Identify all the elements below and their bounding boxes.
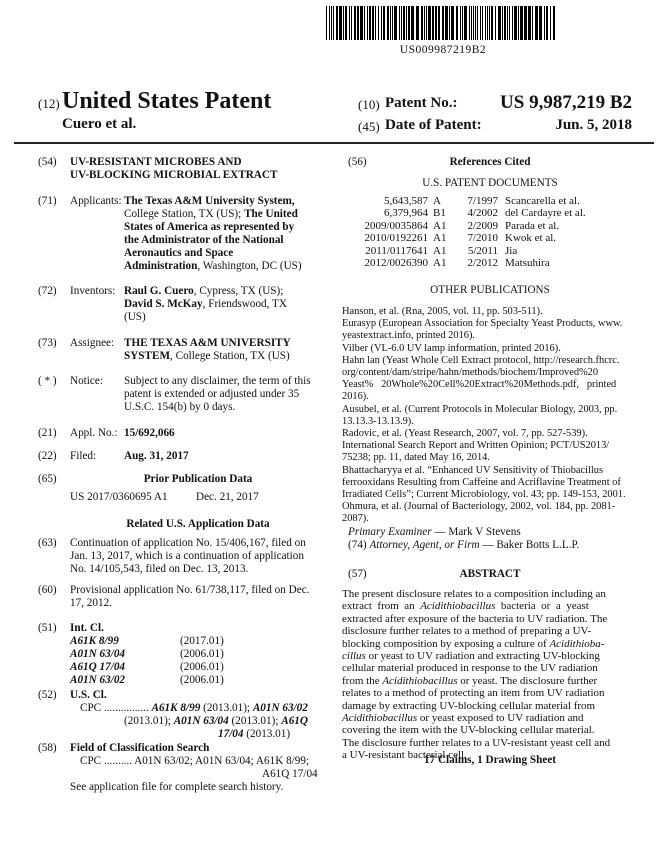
filed-date: Aug. 31, 2017 (124, 450, 189, 462)
us-doc-num: 6,379,964 (384, 207, 428, 220)
barcode-bar (512, 6, 513, 40)
us-doc-kind: A1 (433, 244, 447, 257)
inventor-line-3: (US) (124, 311, 146, 323)
barcode-bar (360, 6, 363, 40)
us-doc-kind: B1 (433, 207, 446, 220)
patent-number-label: Patent No.: (385, 95, 458, 111)
int-cl-version: (2006.01) (180, 661, 224, 673)
barcode-bar (403, 6, 405, 40)
barcode-bar (428, 6, 431, 40)
barcode-bar (498, 6, 501, 40)
us-doc-num: 2010/0192261 (364, 232, 428, 245)
date-of-patent: Jun. 5, 2018 (555, 117, 632, 133)
barcode-bar (390, 6, 391, 40)
date-of-patent-label: Date of Patent: (385, 117, 482, 133)
barcode-bar (445, 6, 448, 40)
notice-line-1: Subject to any disclaimer, the term of this (124, 375, 311, 387)
barcode-bar (351, 6, 352, 40)
provisional-code: (60) (38, 584, 57, 596)
barcode-bar (387, 6, 389, 40)
barcode-bar (489, 6, 490, 40)
title-line-1: UV-RESISTANT MICROBES AND (70, 156, 242, 168)
barcode-bar (357, 6, 359, 40)
notice-line-2: patent is extended or adjusted under 35 (124, 388, 300, 400)
prior-code: (65) (38, 473, 57, 485)
other-publication-line: org/content/dam/stripe/hahn/methods/biochem/Improved%20 (342, 367, 599, 378)
us-doc-kind: A (433, 195, 441, 207)
abstract-line: relates to a method of protecting an item from UV radiation (342, 687, 605, 700)
us-doc-date: 5/2011 (467, 244, 498, 257)
abstract-line: disclosure further relates to a method of preparing a UV- (342, 625, 592, 638)
appl-code: (21) (38, 427, 57, 439)
barcode-bar (524, 6, 527, 40)
continuation-line-1: Continuation of application No. 15/406,167, filed on (70, 537, 306, 549)
inventors-code: (72) (38, 285, 57, 297)
int-cl-label: Int. Cl. (70, 622, 104, 634)
barcode-bar (383, 6, 385, 40)
barcode-bar (509, 6, 510, 40)
barcode-bar (504, 6, 506, 40)
barcode-bar (532, 6, 533, 40)
us-doc-name: Parada et al. (505, 219, 560, 232)
code-45: (45) (358, 119, 380, 134)
continuation-code: (63) (38, 537, 57, 549)
notice-line-3: U.S.C. 154(b) by 0 days. (124, 401, 236, 413)
primary-examiner: Primary Examiner — Mark V Stevens (348, 526, 521, 538)
other-publication-line: 2016). (342, 391, 369, 403)
us-doc-name: Jia (505, 244, 518, 257)
barcode-bar (369, 6, 371, 40)
barcode-bar (442, 6, 444, 40)
abstract-code: (57) (348, 568, 367, 580)
abstract-line: cellular material produced in response to the UV radiation (342, 662, 598, 675)
barcode-bar (354, 6, 356, 40)
barcode-bar (460, 6, 461, 40)
barcode-bar (487, 6, 488, 40)
other-publication-line: Hahn lan (Yeast Whole Cell Extract protocol, http://research.fhcrc. (342, 354, 620, 366)
assignee-label: Assignee: (70, 337, 115, 349)
barcode-bar (535, 6, 538, 40)
int-cl-row: A01N 63/02 (70, 674, 126, 686)
barcode (326, 6, 560, 40)
assignee-code: (73) (38, 337, 57, 349)
field-note: See application file for complete search history. (70, 781, 284, 793)
barcode-bar (462, 6, 463, 40)
title-code: (54) (38, 156, 57, 168)
other-publication-line: 2087). (342, 513, 369, 525)
barcode-bar (394, 6, 397, 40)
applicant-line-4: the Administrator of the National (124, 234, 284, 246)
field-cpc-line-2: A61Q 17/04 (262, 768, 318, 780)
barcode-bar (469, 6, 470, 40)
patent-number: US 9,987,219 B2 (500, 92, 632, 113)
provisional-line-2: 17, 2012. (70, 597, 112, 609)
appl-number: 15/692,066 (124, 427, 175, 439)
inventor-line-2: David S. McKay, Friendswood, TX (124, 298, 287, 310)
abstract-line: from the Acidithiobacillus or yeast. The disclosure further (342, 674, 598, 687)
barcode-bar (399, 6, 400, 40)
title-line-2: UV-BLOCKING MICROBIAL EXTRACT (70, 169, 278, 181)
barcode-bar (485, 6, 486, 40)
abstract-line: Acidithiobacillus or yeast exposed to UV radiation and (342, 712, 584, 724)
barcode-bar (339, 6, 342, 40)
barcode-bar (326, 6, 327, 40)
barcode-bar (333, 6, 334, 40)
barcode-bar (421, 6, 423, 40)
other-publication-line: Hanson, et al. (Rna, 2005, vol. 11, pp. 503-511). (342, 306, 543, 317)
us-doc-name: Scancarella et al. (505, 195, 580, 207)
barcode-bar (426, 6, 427, 40)
us-doc-kind: A1 (433, 219, 447, 232)
us-cpc-line-1: CPC ................ A61K 8/99 (2013.01); A01N 63/02 (80, 702, 308, 714)
barcode-bar (329, 6, 330, 40)
barcode-bar (406, 6, 407, 40)
barcode-bar (473, 6, 474, 40)
header-rule (14, 142, 654, 144)
related-application-heading: Related U.S. Application Data (126, 518, 270, 530)
barcode-bar (464, 6, 467, 40)
assignee-line-1: THE TEXAS A&M UNIVERSITY (124, 337, 291, 349)
abstract-heading: ABSTRACT (459, 568, 521, 580)
int-cl-row: A61Q 17/04 (70, 661, 126, 673)
applicant-line-2: College Station, TX (US); The United (124, 208, 298, 220)
barcode-bar (349, 6, 350, 40)
abstract-line: The present disclosure relates to a composition including an (342, 588, 606, 600)
barcode-bar (491, 6, 493, 40)
int-cl-code: (51) (38, 622, 57, 634)
barcode-bar (367, 6, 368, 40)
barcode-bar (364, 6, 365, 40)
barcode-bar (475, 6, 476, 40)
barcode-bar (482, 6, 483, 40)
barcode-bar (345, 6, 347, 40)
barcode-bar (432, 6, 434, 40)
abstract-line: The disclosure further relates to a UV-resistant yeast cell and (342, 736, 611, 749)
abstract-line: covering the item with the UV-blocking cellular material. (342, 724, 595, 737)
abstract-line: cillus or yeast to UV radiation and extracting UV-blocking (342, 650, 600, 662)
references-code: (56) (348, 156, 367, 168)
barcode-bar (451, 6, 454, 40)
us-doc-date: 7/2010 (467, 232, 498, 245)
continuation-line-2: Jan. 13, 2017, which is a continuation of application (70, 550, 304, 562)
other-publication-line: Bhattacharyya et al. “Enhanced UV Sensitivity of Thiobacillus (342, 464, 604, 476)
int-cl-version: (2017.01) (180, 635, 224, 647)
other-publications-heading: OTHER PUBLICATIONS (430, 284, 550, 296)
filed-label: Filed: (70, 450, 97, 462)
code-12: (12) (38, 96, 60, 111)
other-publication-line: yeastextract.info, printed 2016). (342, 330, 476, 342)
applicant-line-5: Aeronautics and Space (124, 247, 234, 259)
abstract-line: extracted after exposure of the bacteria to UV radiation. The (342, 612, 608, 625)
us-doc-num: 2012/0026390 (364, 257, 428, 269)
us-doc-name: Kwok et al. (505, 232, 557, 245)
int-cl-version: (2006.01) (180, 648, 224, 660)
provisional-line-1: Provisional application No. 61/738,117, filed on Dec. (70, 584, 310, 596)
applicants-label: Applicants: (70, 195, 122, 207)
int-cl-row: A61K 8/99 (70, 635, 119, 647)
assignee-line-2: SYSTEM, College Station, TX (US) (124, 350, 290, 362)
barcode-bar (507, 6, 508, 40)
us-doc-num: 2011/0117641 (365, 244, 428, 257)
barcode-bar (480, 6, 481, 40)
other-publication-line: International Search Report and Written Opinion; PCT/US2013/ (342, 440, 610, 452)
barcode-bar (495, 6, 496, 40)
barcode-bar (544, 6, 545, 40)
barcode-bar (456, 6, 458, 40)
applicant-line-6: Administration, Washington, DC (US) (124, 260, 302, 272)
us-doc-date: 2/2009 (467, 219, 498, 232)
barcode-bar (331, 6, 332, 40)
field-code: (58) (38, 742, 57, 754)
field-cpc-line-1: CPC .......... A01N 63/02; A01N 63/04; A61K 8/99; (80, 755, 310, 767)
barcode-bar (411, 6, 414, 40)
applicant-line-1: The Texas A&M University System, (124, 195, 295, 207)
barcode-bar (553, 6, 555, 40)
filed-code: (22) (38, 450, 57, 462)
barcode-bar (343, 6, 344, 40)
us-doc-date: 2/2012 (467, 257, 498, 269)
other-publication-line: Ausubel, et al. (Current Protocols in Molecular Biology, 2003, pp. (342, 403, 618, 415)
us-doc-num: 5,643,587 (384, 195, 428, 207)
barcode-bar (381, 6, 382, 40)
barcode-bar (392, 6, 393, 40)
inventors-label: Inventors: (70, 285, 116, 297)
abstract-line: a UV-resistant bacterial cell. (342, 749, 467, 762)
us-documents-heading: U.S. PATENT DOCUMENTS (422, 177, 558, 189)
claims-summary: 17 Claims, 1 Drawing Sheet (423, 754, 557, 766)
inventor-short-name: Cuero et al. (62, 116, 137, 132)
barcode-bar (471, 6, 472, 40)
other-publication-line: Yeast% 20Whole%20Cell%20Extract%20Methods.pdf, printed (342, 379, 617, 391)
barcode-bar (375, 6, 376, 40)
barcode-bar (438, 6, 440, 40)
document-type-title: United States Patent (62, 88, 272, 114)
barcode-bar (520, 6, 523, 40)
barcode-bar (416, 6, 419, 40)
barcode-bar (477, 6, 478, 40)
barcode-bar (408, 6, 410, 40)
barcode-bar (502, 6, 503, 40)
barcode-bar (424, 6, 425, 40)
abstract-line: extract from an Acidithiobacillus bacteria or a yeast (342, 600, 589, 613)
barcode-bar (372, 6, 374, 40)
prior-publication-date: Dec. 21, 2017 (196, 491, 259, 503)
other-publication-line: 13.13.3-13.13.9). (342, 415, 414, 427)
barcode-bar (518, 6, 519, 40)
barcode-bar (449, 6, 450, 40)
us-doc-kind: A1 (433, 257, 447, 269)
barcode-bar (336, 6, 338, 40)
us-cpc-line-3: 17/04 (2013.01) (218, 728, 291, 740)
inventor-line-1: Raul G. Cuero, Cypress, TX (US); (124, 285, 284, 297)
code-10: (10) (358, 97, 380, 112)
barcode-bar (514, 6, 517, 40)
other-publication-line: ferrooxidans Resulting from Caffeine and Acriflavine Treatment of (342, 476, 621, 488)
applicants-code: (71) (38, 195, 57, 207)
us-doc-name: Matsuhira (505, 257, 550, 269)
barcode-bar (435, 6, 437, 40)
abstract-line: blocking composition by exposing a culture of Acidithioba- (342, 637, 605, 650)
continuation-line-3: No. 14/105,543, filed on Dec. 13, 2013. (70, 563, 249, 575)
barcode-bar (528, 6, 531, 40)
us-cpc-line-2: (2013.01); A01N 63/04 (2013.01); A61Q (124, 715, 308, 727)
prior-publication-heading: Prior Publication Data (143, 473, 253, 485)
other-publication-line: Radovic, et al. (Yeast Research, 2007, vol. 7, pp. 527-539). (342, 428, 588, 439)
barcode-bar (550, 6, 551, 40)
other-publication-line: Irradiated Cells”; Current Microbiology, vol. 43; pp. 149-153, 2001. (342, 489, 626, 500)
us-doc-num: 2009/0035864 (364, 219, 428, 232)
us-doc-kind: A1 (433, 232, 447, 245)
abstract-line: damage by extracting UV-blocking cellular material from (342, 699, 596, 712)
barcode-number: US009987219B2 (399, 44, 487, 56)
other-publication-line: Eurasyp (European Association for Specialty Yeast Products, www. (342, 318, 623, 330)
us-cl-label: U.S. Cl. (70, 689, 107, 701)
other-publication-line: Ohmura, et al. (Journal of Bacteriology, 2002, vol. 184, pp. 2081- (342, 501, 616, 513)
us-doc-name: del Cardayre et al. (505, 207, 586, 220)
appl-label: Appl. No.: (70, 427, 118, 439)
field-label: Field of Classification Search (70, 742, 210, 754)
barcode-bar (539, 6, 542, 40)
barcode-bar (401, 6, 402, 40)
us-cl-code: (52) (38, 689, 57, 701)
int-cl-row: A01N 63/04 (70, 648, 126, 660)
attorney-line: (74) Attorney, Agent, or Firm — Baker Botts L.L.P. (348, 539, 580, 551)
notice-code: ( * ) (38, 375, 57, 387)
other-publication-line: Vilber (VL-6.0 UV lamp information, printed 2016). (342, 342, 561, 354)
us-doc-date: 7/1997 (467, 195, 498, 207)
other-publication-line: 75238; pp. 11, dated May 16, 2014. (342, 452, 490, 464)
us-doc-date: 4/2002 (467, 207, 498, 220)
int-cl-version: (2006.01) (180, 674, 224, 686)
notice-label: Notice: (70, 375, 103, 387)
barcode-bar (546, 6, 548, 40)
prior-publication-number: US 2017/0360695 A1 (70, 491, 168, 503)
applicant-line-3: States of America as represented by (124, 221, 295, 233)
barcode-bar (378, 6, 379, 40)
references-heading: References Cited (449, 156, 531, 168)
